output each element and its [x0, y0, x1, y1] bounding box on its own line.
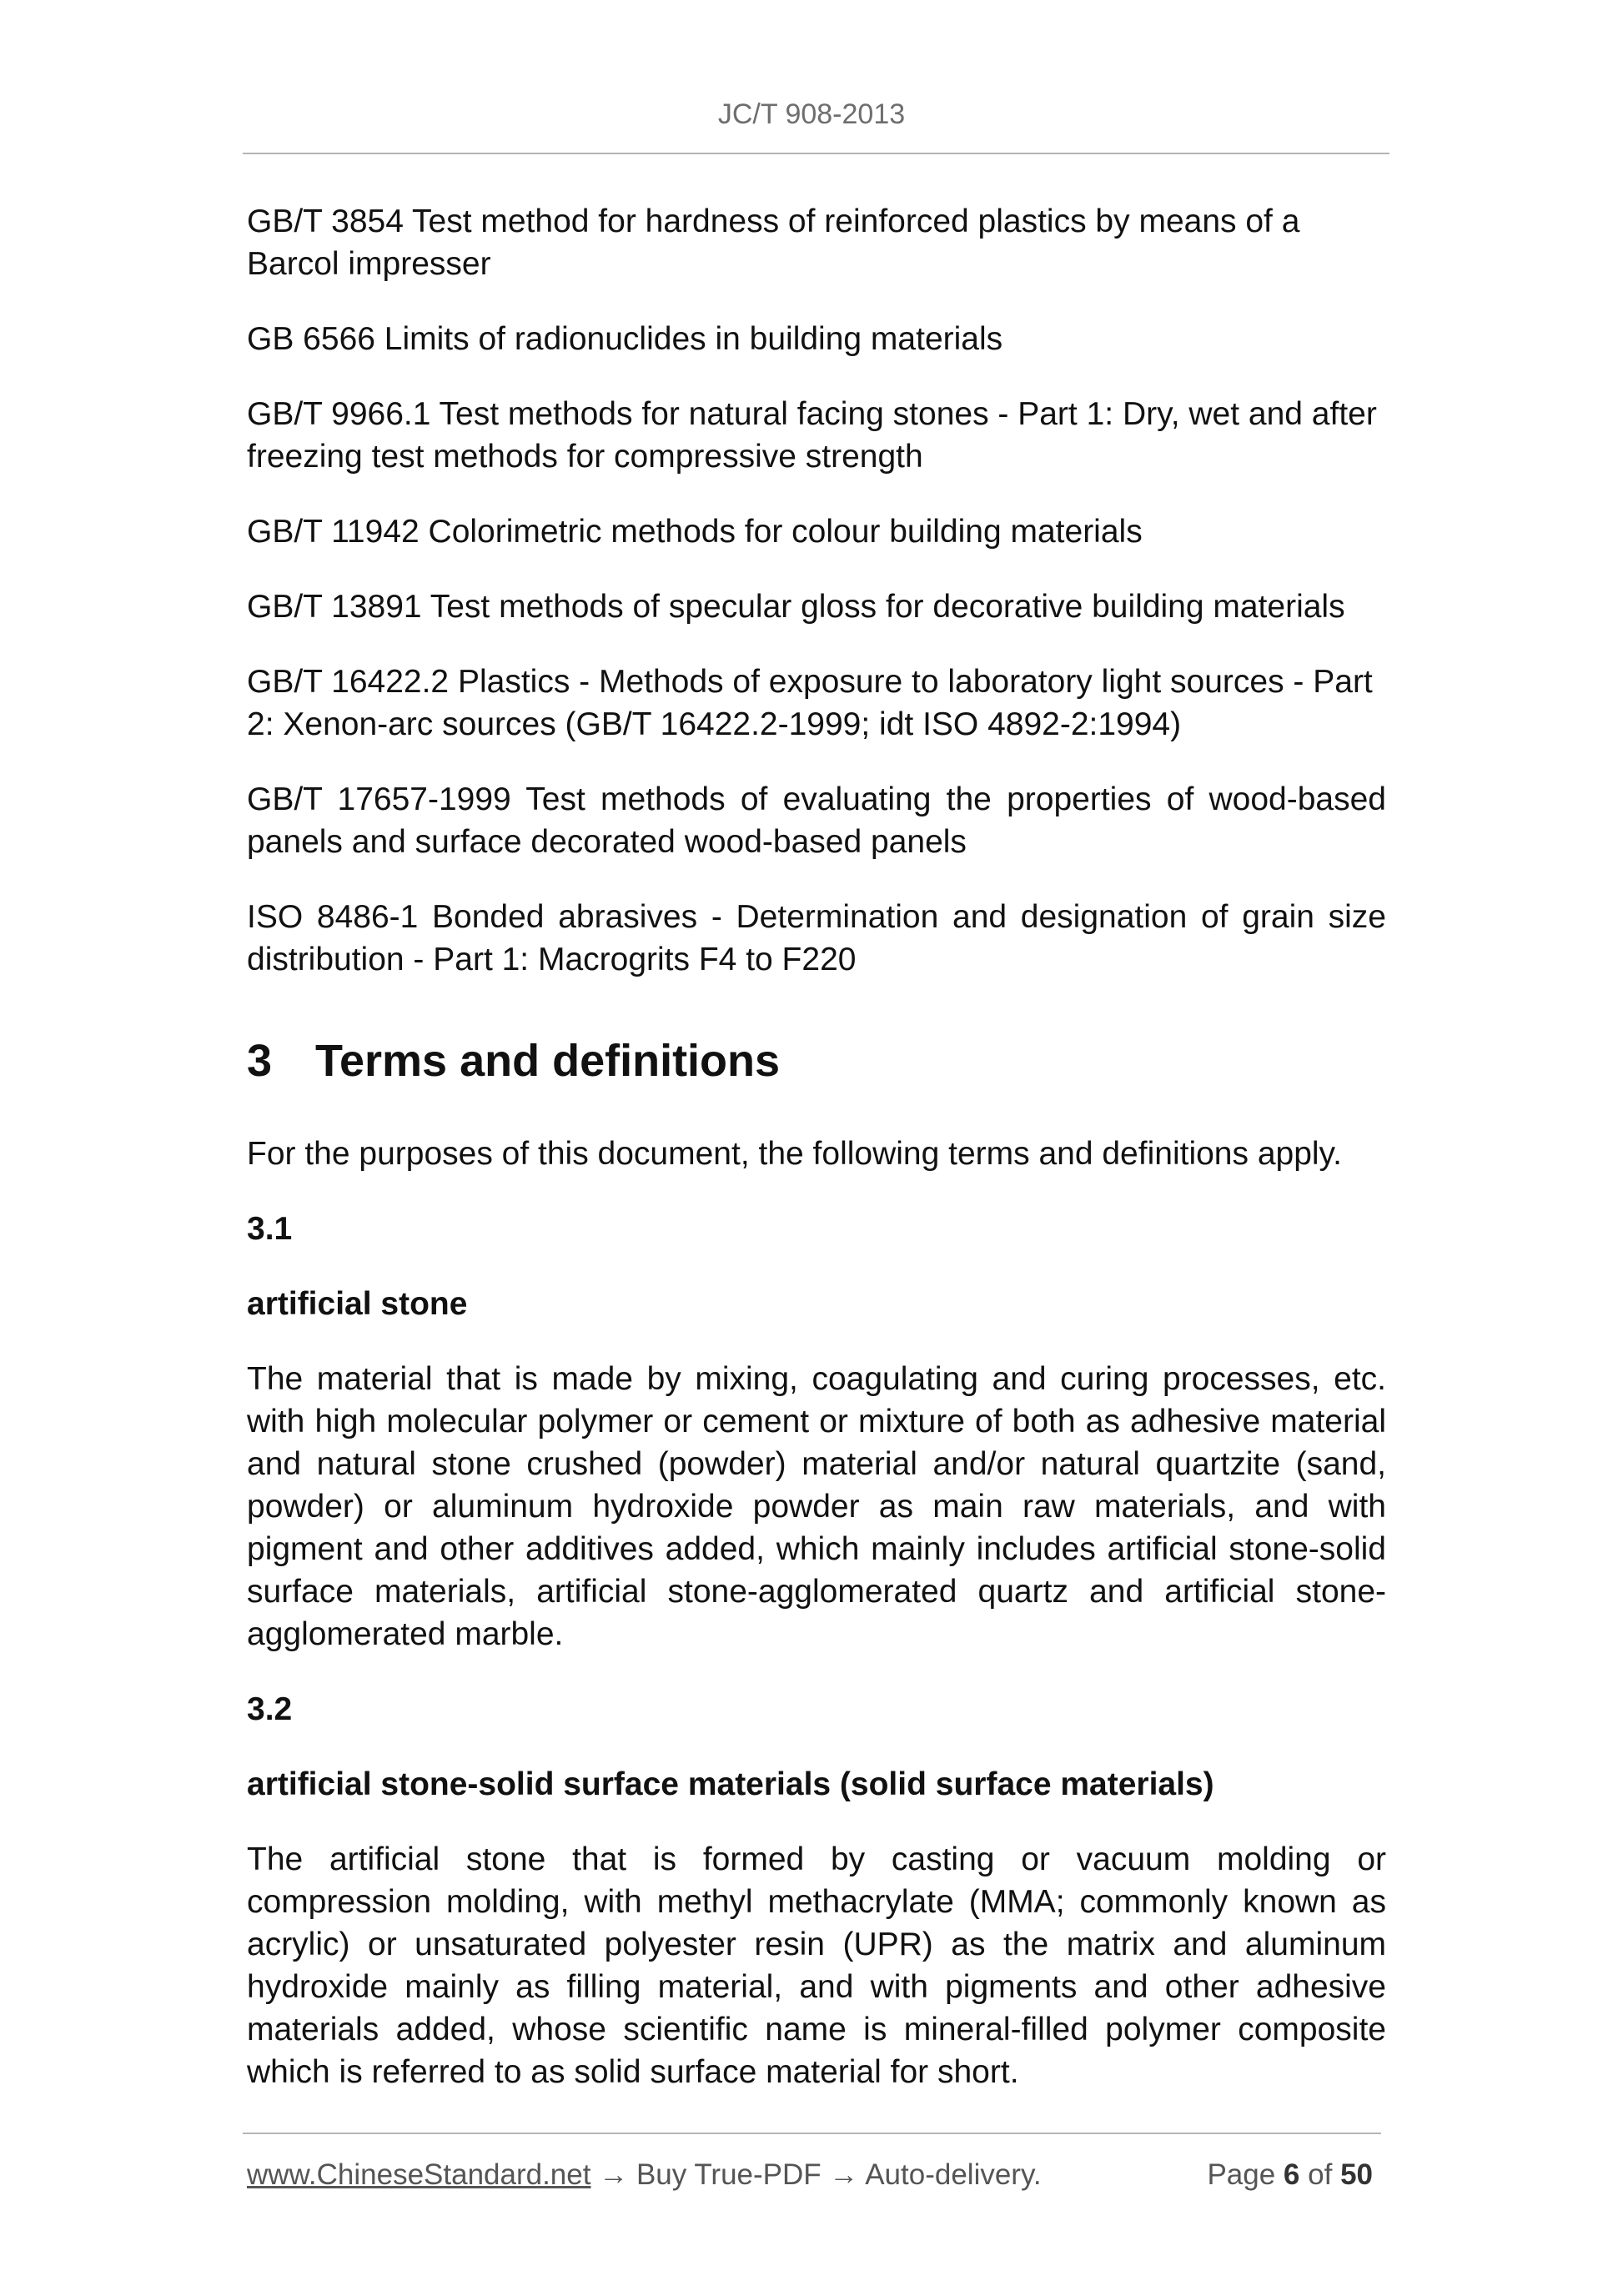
arrow-icon: → — [829, 2158, 859, 2191]
document-code-header: JC/T 908-2013 — [717, 98, 906, 130]
term-title: artificial stone — [247, 1286, 468, 1322]
header-divider — [243, 153, 1389, 154]
reference-item: GB 6566 Limits of radionuclides in building materials — [247, 321, 1003, 357]
term-definition: The material that is made by mixing, coagulating and curing processes, etc. with high molecular polymer or cement or mixture of both as adhesive material and natural stone crushed (powder) material and/or natural quartzite (sand, powder) or aluminum hydroxide powder as main raw materials, and with pigment and other additives added, which mainly includes artificial stone-solid surface materials, artificial stone-agglomerated quartz and artificial stone-agglomerated marble. — [247, 1361, 1386, 1652]
page-of-label: of — [1308, 2158, 1333, 2191]
current-page-number: 6 — [1283, 2158, 1300, 2191]
section-title: Terms and definitions — [315, 1036, 781, 1086]
section-intro: For the purposes of this document, the following terms and definitions apply. — [247, 1136, 1342, 1172]
page-footer — [247, 2158, 1381, 2192]
reference-item: GB/T 13891 Test methods of specular gloss for decorative building materials — [247, 589, 1345, 625]
reference-item: GB/T 17657-1999 Test methods of evaluating the properties of wood-based panels and surface decorated wood-based panels — [247, 781, 1386, 860]
term-title: artificial stone-solid surface materials (solid surface materials) — [247, 1766, 1214, 1802]
website-link[interactable]: www.ChineseStandard.net — [247, 2158, 591, 2191]
buy-true-pdf-text: Buy True-PDF — [636, 2158, 822, 2191]
page-indicator — [1207, 2158, 1373, 2192]
reference-item: ISO 8486-1 Bonded abrasives - Determination and designation of grain size distribution - Part 1: Macrogrits F4 to F220 — [247, 899, 1386, 977]
page-body — [247, 200, 1386, 2126]
reference-item: GB/T 3854 Test method for hardness of reinforced plastics by means of a Barcol impresser — [247, 203, 1300, 282]
section-heading — [247, 1036, 1386, 1086]
footer-divider — [243, 2133, 1381, 2134]
term-number: 3.1 — [247, 1211, 293, 1247]
page-label: Page — [1207, 2158, 1276, 2191]
term-definition: The artificial stone that is formed by casting or vacuum molding or compression molding, with methyl methacrylate (MMA; commonly known as acrylic) or unsaturated polyester resin (UPR) as the matrix and aluminum hydroxide mainly as filling material, and with pigments and other adhesive materials added, whose scientific name is mineral-filled polymer composite which is referred to as solid surface material for short. — [247, 1841, 1386, 2090]
reference-item: GB/T 11942 Colorimetric methods for colour building materials — [247, 514, 1143, 550]
reference-item: GB/T 9966.1 Test methods for natural facing stones - Part 1: Dry, wet and after freezing test methods for compressive strength — [247, 396, 1377, 475]
auto-delivery-text: Auto-delivery. — [865, 2158, 1042, 2191]
term-number: 3.2 — [247, 1691, 293, 1727]
section-number: 3 — [247, 1036, 273, 1086]
reference-item: GB/T 16422.2 Plastics - Methods of exposure to laboratory light sources - Part 2: Xenon-arc sources (GB/T 16422.2-1999; idt ISO 4892-2:1994) — [247, 664, 1373, 742]
arrow-icon: → — [599, 2158, 629, 2191]
total-pages-number: 50 — [1340, 2158, 1373, 2191]
